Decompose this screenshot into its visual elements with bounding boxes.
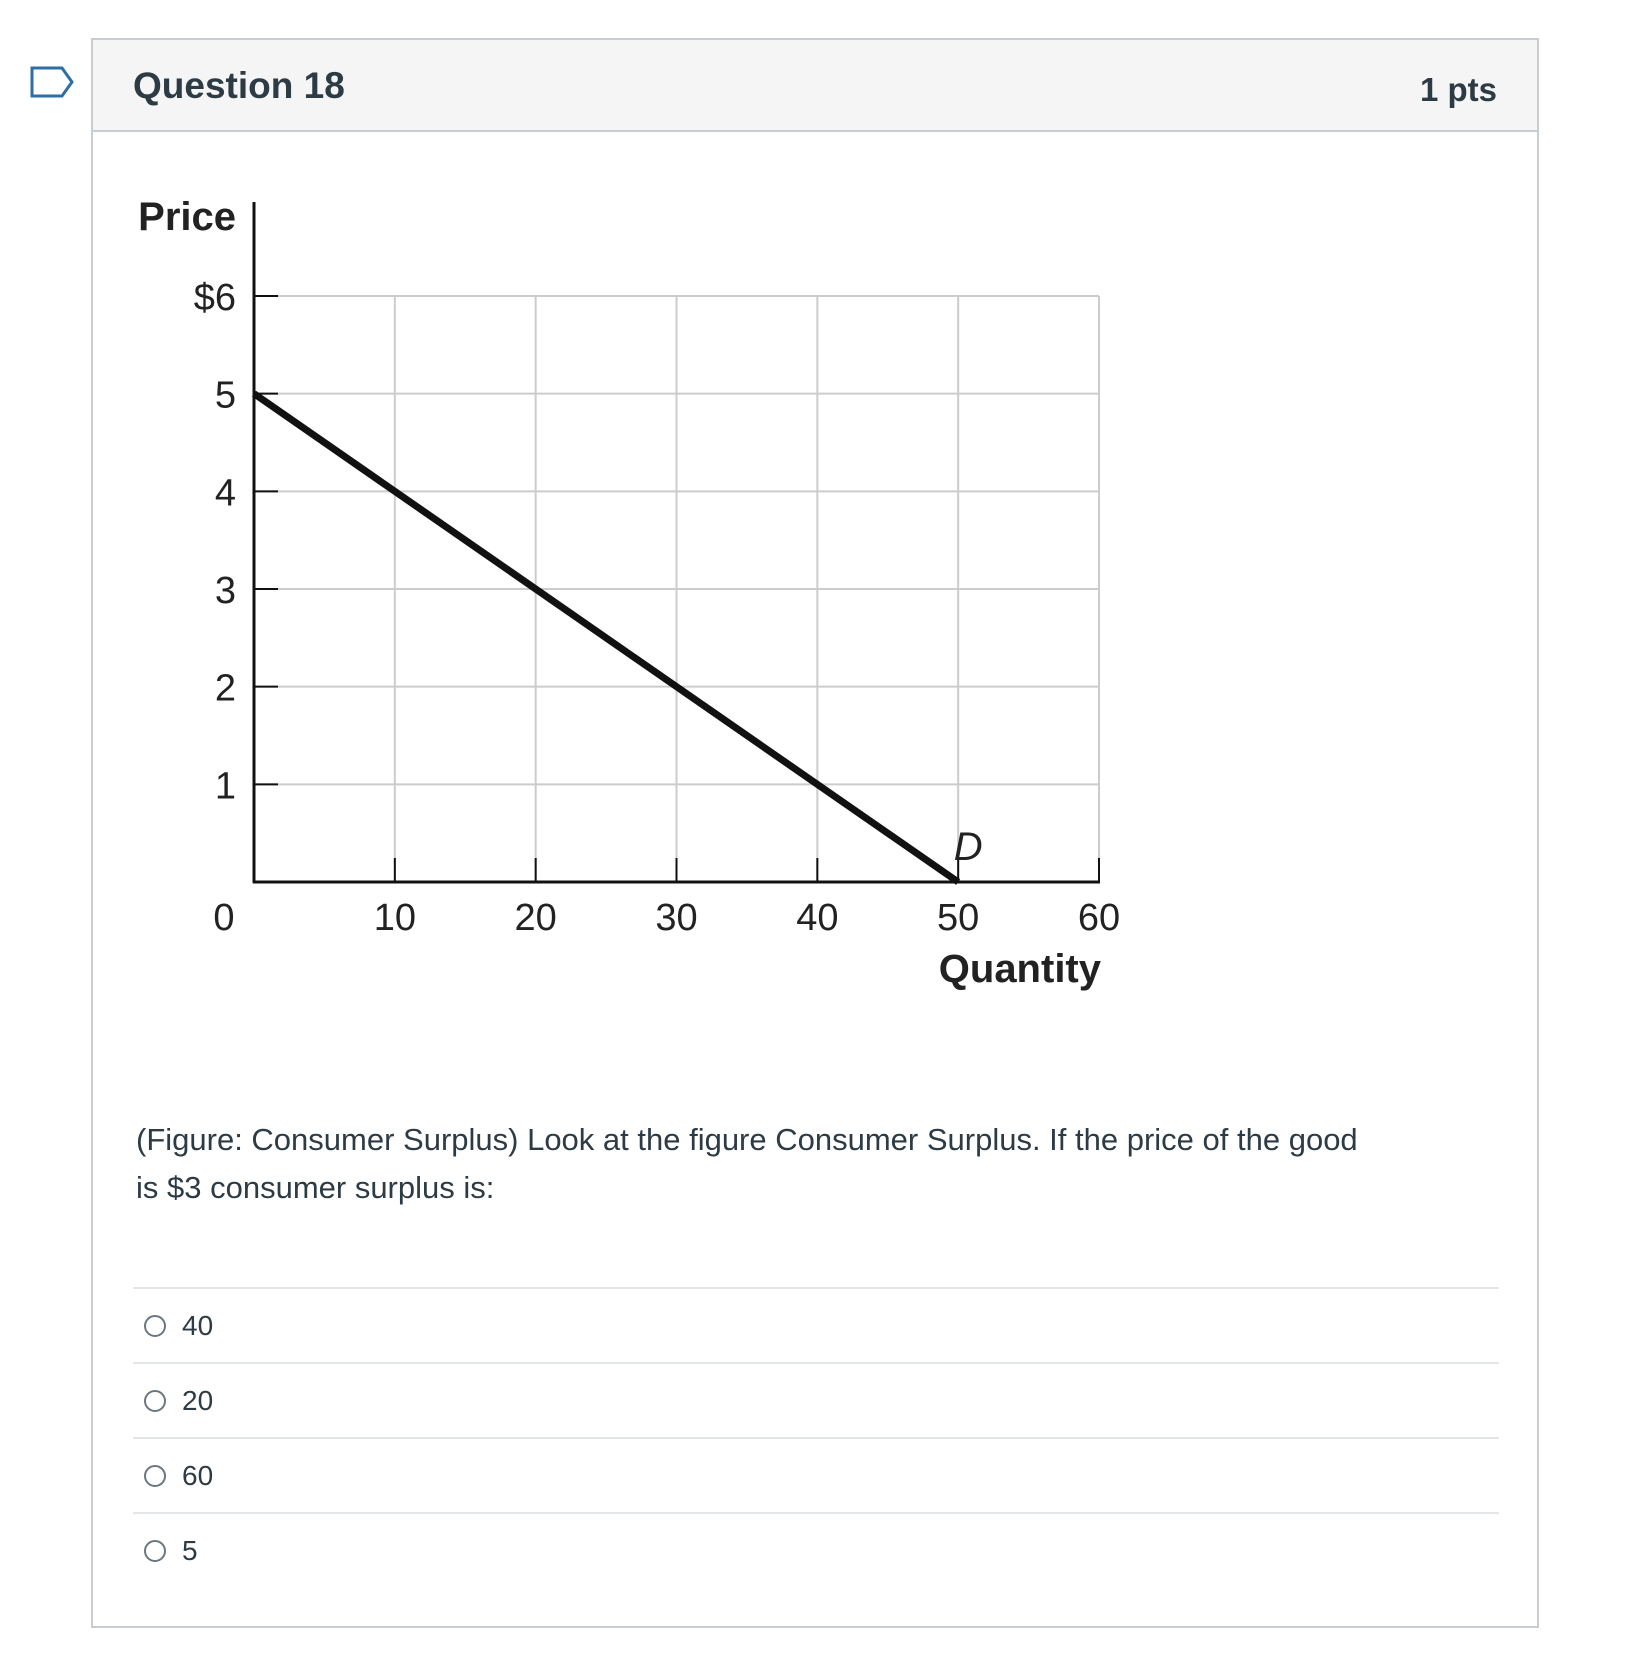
y-tick-label: 3	[214, 570, 236, 612]
radio-button[interactable]	[144, 1315, 166, 1337]
x-axis-title: Quantity	[938, 947, 1101, 991]
question-text: (Figure: Consumer Surplus) Look at the figure Consumer Surplus. If the price of the good is $3 consumer surplus is:	[136, 1122, 1358, 1205]
answer-label: 40	[182, 1309, 214, 1341]
radio-button[interactable]	[144, 1465, 166, 1487]
y-axis-title: Price	[138, 195, 236, 239]
y-tick-label: $6	[193, 277, 236, 319]
answer-option[interactable]	[133, 1362, 1499, 1437]
question-card	[91, 38, 1539, 1628]
y-tick-label: 5	[214, 374, 236, 417]
x-tick-label: 60	[1077, 897, 1121, 939]
radio-button[interactable]	[144, 1390, 166, 1412]
x-tick-label: 0	[213, 897, 235, 939]
y-tick-label: 4	[214, 472, 236, 515]
bookmark-flag-icon[interactable]	[30, 66, 74, 98]
answer-option[interactable]	[133, 1287, 1499, 1362]
x-tick-label: 10	[373, 897, 416, 939]
demand-curve-chart	[93, 40, 1393, 1040]
x-tick-label: 30	[655, 897, 698, 939]
answer-option[interactable]	[133, 1437, 1499, 1512]
chart-labels	[138, 195, 1120, 991]
chart-series	[254, 394, 958, 882]
question-title: Question 18	[133, 65, 345, 106]
demand-curve-line	[254, 394, 958, 882]
answer-label: 60	[182, 1459, 214, 1491]
x-tick-label: 50	[937, 897, 980, 939]
answer-label: 20	[182, 1384, 214, 1416]
question-points: 1 pts	[1419, 71, 1497, 108]
answer-option[interactable]	[133, 1512, 1499, 1587]
x-tick-label: 40	[796, 897, 839, 939]
radio-button[interactable]	[144, 1540, 166, 1562]
y-tick-label: 1	[214, 765, 236, 808]
answer-list	[133, 1287, 1499, 1587]
x-tick-label: 20	[514, 897, 557, 939]
answer-label: 5	[182, 1534, 198, 1566]
chart-grid	[254, 296, 1099, 882]
y-tick-label: 2	[214, 667, 236, 710]
series-label: D	[953, 825, 983, 869]
